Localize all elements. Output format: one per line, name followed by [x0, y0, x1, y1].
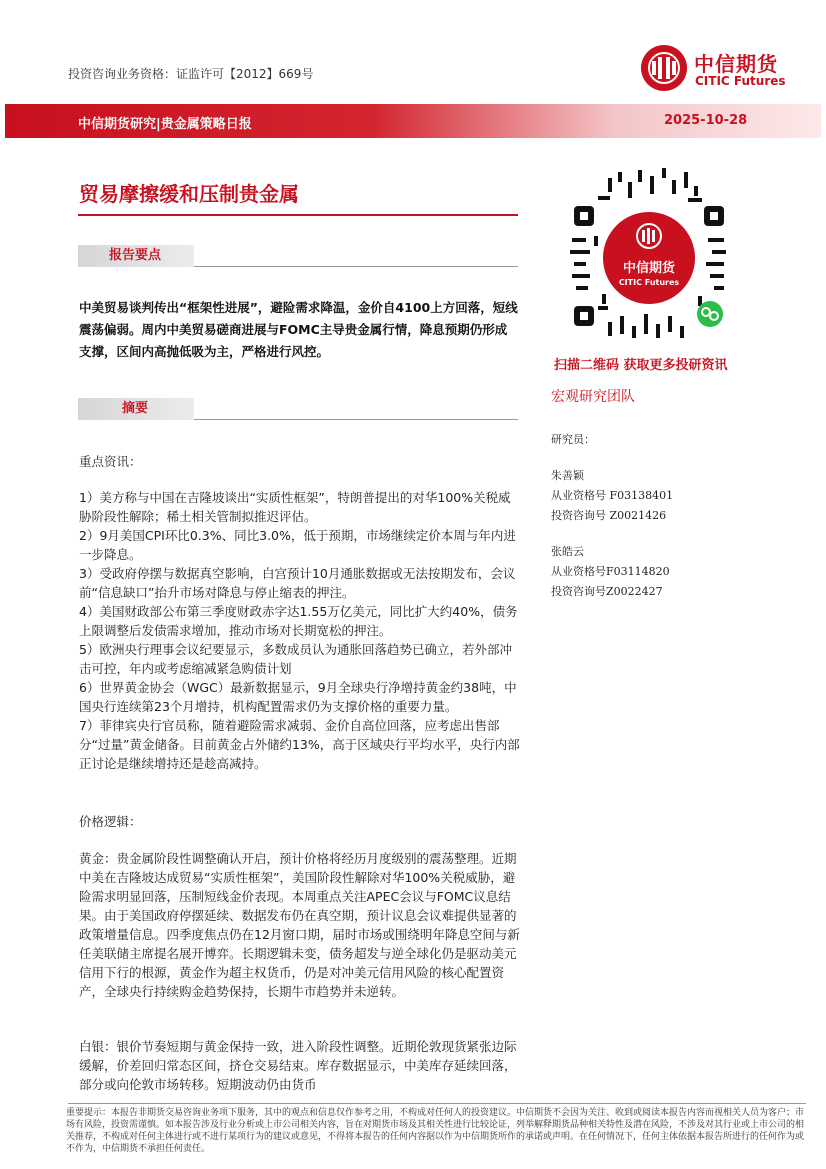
title-divider [78, 214, 518, 216]
news-item: 3）受政府停摆与数据真空影响，白宫预计10月通胀数据或无法按期发布，会议前“信息缺口”抬升市场对降息与停止缩表的押注。 [79, 566, 516, 600]
researcher-license: 从业资格号F03114820 [551, 565, 670, 578]
report-series: 中信期货研究|贵金属策略日报 [78, 117, 252, 132]
researcher-name: 朱善颖 [551, 469, 584, 482]
footer-divider [68, 1103, 806, 1104]
key-points-label: 报告要点 [108, 248, 161, 263]
report-date: 2025-10-28 [664, 113, 748, 128]
qr-code[interactable] [568, 166, 730, 346]
qr-caption: 扫描二维码 获取更多投研资讯 [554, 358, 728, 373]
qr-logo-cn: 中信期货 [622, 261, 676, 276]
page-title: 贸易摩擦缓和压制贵金属 [79, 182, 299, 206]
news-list [79, 488, 521, 773]
news-item: 5）欧洲央行理事会议纪要显示，多数成员认为通胀回落趋势已确立，若外部冲击可控，年内或考虑缩减紧急购债计划 [79, 642, 512, 676]
qr-logo-en: CITIC Futures [618, 278, 680, 287]
summary-label: 摘要 [121, 401, 148, 416]
citic-logo-icon [640, 44, 688, 92]
qr-code-icon [568, 166, 730, 346]
news-item: 1）美方称与中国在吉隆坡谈出“实质性框架”，特朗普提出的对华100%关税威胁阶段性解除；稀土相关管制拟推迟评估。 [79, 490, 511, 524]
logic-title: 价格逻辑： [79, 814, 142, 829]
researcher-consult-id: 投资咨询号 Z0021426 [551, 509, 667, 522]
logo-en-text: CITIC Futures [695, 74, 786, 88]
news-item: 2）9月美国CPI环比0.3%、同比3.0%，低于预期，市场继续定价本周与年内进一步降息。 [79, 528, 516, 562]
key-points-heading [78, 245, 518, 267]
logo-cn-text: 中信期货 [694, 52, 778, 76]
silver-paragraph: 白银：银价节奏短期与黄金保持一致，进入阶段性调整。近期伦敦现货紧张边际缓解，价差回归常态区间，挤仓交易结束。库存数据显示，中美库存延续回落，部分或向伦敦市场转移。短期波动仍由货币 [79, 1039, 517, 1092]
news-item: 6）世界黄金协会（WGC）最新数据显示，9月全球央行净增持黄金约38吨，中国央行连续第23个月增持，机构配置需求仍为支撑价格的重要力量。 [79, 680, 517, 714]
disclaimer: 重要提示：本报告非期货交易咨询业务项下服务，其中的观点和信息仅作参考之用，不构成对任何人的投资建议。中信期货不会因为关注、收到或阅读本报告内容而视相关人员为客户；市场有风险，投资需谨慎。如本报告涉及行业分析或上市公司相关内容，旨在对期货市场及其相关性进行比较论证，列举解释期货品种相关特性及潜在风险，不涉及对其行业或上市公司的相关推荐，不构成对任何主体进行或不进行某项行为的建议或意见，不得将本报告的任何内容据以作为中信期货所作的承诺或声明。在任何情况下，任何主体依据本报告所进行的任何作为或不作为，中信期货不承担任何责任。 [66, 1108, 805, 1154]
heading-underline [194, 419, 518, 420]
researcher-consult-id: 投资咨询号Z0022427 [551, 585, 663, 598]
heading-underline [194, 266, 518, 267]
company-logo [640, 44, 805, 96]
news-item: 4）美国财政部公布第三季度财政赤字达1.55万亿美元，同比扩大约40%，债务上限调整后发债需求增加，推动市场对长期宽松的押注。 [79, 604, 518, 638]
researcher-license: 从业资格号 F03138401 [551, 489, 674, 502]
news-item: 7）菲律宾央行官员称，随着避险需求减弱、金价自高位回落，应考虑出售部分“过量”黄金储备。目前黄金占外储约13%，高于区域央行平均水平，央行内部正讨论是继续增持还是趁高减持。 [79, 718, 520, 771]
license-text: 投资咨询业务资格：证监许可【2012】669号 [68, 67, 314, 81]
summary-heading [78, 398, 518, 420]
team-name: 宏观研究团队 [551, 389, 635, 405]
news-title: 重点资讯： [79, 454, 142, 469]
researchers-label: 研究员： [551, 433, 595, 446]
researcher-name: 张皓云 [551, 545, 584, 558]
gold-paragraph: 黄金：贵金属阶段性调整确认开启，预计价格将经历月度级别的震荡整理。近期中美在吉隆坡达成贸易“实质性框架”，美国阶段性解除对华100%关税威胁，避险需求明显回落，压制短线金价表现。本周重点关注APEC会议与FOMC议息结果。由于美国政府停摆延续、数据发布仍在真空期，预计议息会议难提供显著的政策增量信息。四季度焦点仍在12月窗口期，届时市场或围绕明年降息空间与新任美联储主席提名展开博弈。长期逻辑未变，债务超发与逆全球化仍是驱动美元信用下行的根源，黄金作为超主权货币，仍是对冲美元信用风险的核心配置资产，全球央行持续购金趋势保持，长期牛市趋势并未逆转。 [79, 851, 520, 999]
key-points-text: 中美贸易谈判传出“框架性进展”，避险需求降温，金价自4100上方回落，短线震荡偏弱。周内中美贸易磋商进展与FOMC主导贵金属行情，降息预期仍形成支撑，区间内高抛低吸为主，严格进行风控。 [79, 300, 518, 359]
